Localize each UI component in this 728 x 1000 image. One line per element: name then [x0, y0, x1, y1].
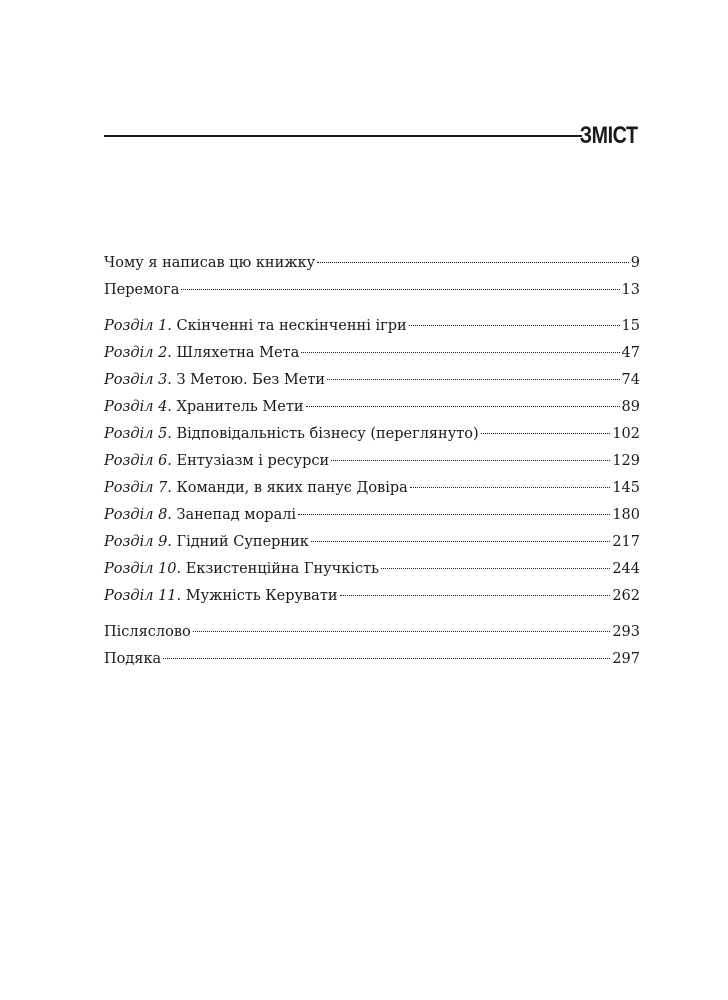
dot-leader [409, 325, 620, 326]
chapter-prefix: Розділ 4. [104, 399, 172, 415]
chapter-prefix: Розділ 2. [104, 345, 172, 361]
dot-leader [163, 658, 610, 659]
toc-entry [104, 277, 640, 304]
dot-leader [331, 460, 610, 461]
toc-entry [104, 583, 640, 610]
entry-title: Екзистенційна Гнучкість [185, 561, 380, 577]
toc-entry [104, 529, 640, 556]
dot-leader [306, 406, 620, 407]
dot-leader [311, 541, 610, 542]
entry-page: 15 [621, 318, 640, 334]
entry-page: 47 [621, 345, 640, 361]
toc-entry [104, 556, 640, 583]
entry-title: Мужність Керувати [185, 588, 338, 604]
dot-leader [317, 262, 629, 263]
toc-entry [104, 313, 640, 340]
entry-title: Ентузіазм і ресурси [176, 453, 330, 469]
dot-leader [301, 352, 619, 353]
entry-page: 102 [612, 426, 640, 442]
chapter-prefix: Розділ 1. [104, 318, 172, 334]
entry-title: Перемога [104, 282, 180, 298]
entry-title: Гідний Суперник [176, 534, 309, 550]
entry-page: 262 [612, 588, 640, 604]
entry-page: 180 [612, 507, 640, 523]
entry-page: 244 [612, 561, 640, 577]
dot-leader [410, 487, 611, 488]
entry-page: 297 [612, 651, 640, 667]
entry-title: З Метою. Без Мети [176, 372, 326, 388]
table-of-contents [104, 250, 640, 673]
entry-page: 9 [630, 255, 640, 271]
dot-leader [481, 433, 611, 434]
chapter-prefix: Розділ 5. [104, 426, 172, 442]
toc-entry [104, 394, 640, 421]
dot-leader [327, 379, 619, 380]
chapter-prefix: Розділ 11. [104, 588, 182, 604]
toc-entry [104, 502, 640, 529]
entry-page: 217 [612, 534, 640, 550]
dot-leader [298, 514, 610, 515]
chapter-prefix: Розділ 10. [104, 561, 182, 577]
toc-entry [104, 340, 640, 367]
entry-title: Команди, в яких панує Довіра [176, 480, 408, 496]
dot-leader [381, 568, 610, 569]
chapter-prefix: Розділ 7. [104, 480, 172, 496]
entry-page: 89 [621, 399, 640, 415]
entry-title: Післяслово [104, 624, 191, 640]
chapter-prefix: Розділ 8. [104, 507, 172, 523]
chapter-prefix: Розділ 9. [104, 534, 172, 550]
toc-entry [104, 619, 640, 646]
toc-entry [104, 367, 640, 394]
header-rule [104, 135, 582, 137]
toc-entry [104, 448, 640, 475]
toc-entry [104, 646, 640, 673]
entry-page: 74 [621, 372, 640, 388]
entry-title: Занепад моралі [176, 507, 297, 523]
entry-title: Відповідальність бізнесу (переглянуто) [176, 426, 479, 442]
entry-page: 145 [612, 480, 640, 496]
entry-page: 129 [612, 453, 640, 469]
entry-page: 293 [612, 624, 640, 640]
entry-title: Шляхетна Мета [176, 345, 300, 361]
dot-leader [181, 289, 619, 290]
dot-leader [340, 595, 611, 596]
toc-entry [104, 421, 640, 448]
entry-page: 13 [621, 282, 640, 298]
chapter-prefix: Розділ 3. [104, 372, 172, 388]
toc-header [104, 122, 638, 152]
dot-leader [193, 631, 611, 632]
toc-entry [104, 250, 640, 277]
chapter-prefix: Розділ 6. [104, 453, 172, 469]
entry-title: Хранитель Мети [176, 399, 304, 415]
toc-entry [104, 475, 640, 502]
entry-title: Чому я написав цю книжку [104, 255, 316, 271]
entry-title: Подяка [104, 651, 162, 667]
page-title: ЗМІСТ [580, 122, 638, 149]
entry-title: Скінченні та нескінченні ігри [176, 318, 407, 334]
